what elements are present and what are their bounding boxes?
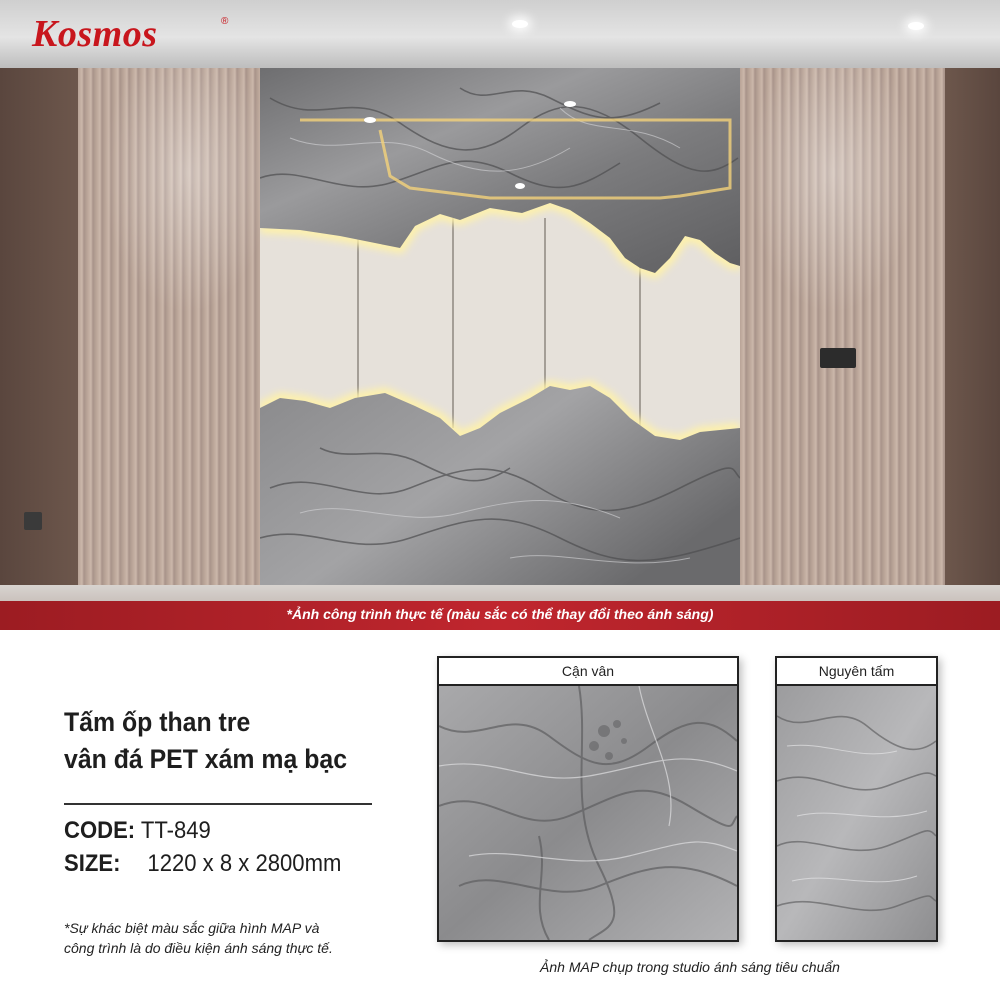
closeup-label: Cận vân <box>439 658 737 686</box>
studio-caption: Ảnh MAP chụp trong studio ánh sáng tiêu chuẩn <box>540 959 840 975</box>
product-title-line1: Tấm ốp than tre <box>64 707 251 737</box>
size-value: 1220 x 8 x 2800mm <box>147 850 342 877</box>
product-title <box>64 704 377 778</box>
slatted-panel-right <box>740 68 945 593</box>
downlight <box>512 20 528 28</box>
spec-size <box>64 850 341 878</box>
full-panel-swatch <box>775 656 938 942</box>
full-panel-label: Nguyên tấm <box>777 658 936 686</box>
slatted-panel-left <box>78 68 260 593</box>
code-value: TT-849 <box>140 817 211 844</box>
wall-panel-right <box>945 68 1000 593</box>
closeup-marble-image <box>439 686 737 940</box>
downlight <box>908 22 924 30</box>
color-note-line1: *Sự khác biệt màu sắc giữa hình MAP và <box>64 920 320 936</box>
wall-socket <box>24 512 42 530</box>
marble-feature-wall <box>260 68 740 588</box>
product-title-line2: vân đá PET xám mạ bạc <box>64 744 348 774</box>
photo-caption: *Ảnh công trình thực tế (màu sắc có thể thay đổi theo ánh sáng) <box>286 606 714 622</box>
brand-logo: Kosmos <box>32 13 158 55</box>
full-panel-marble-image <box>777 686 936 940</box>
color-note <box>64 918 424 958</box>
divider <box>64 803 372 805</box>
code-label: CODE: <box>64 817 136 844</box>
spec-code <box>64 817 211 845</box>
light-switch <box>820 348 856 368</box>
color-note-line2: công trình là do điều kiện ánh sáng thực tế. <box>64 940 333 956</box>
closeup-swatch <box>437 656 739 942</box>
size-label: SIZE: <box>64 850 121 877</box>
registered-mark: ® <box>221 16 229 27</box>
